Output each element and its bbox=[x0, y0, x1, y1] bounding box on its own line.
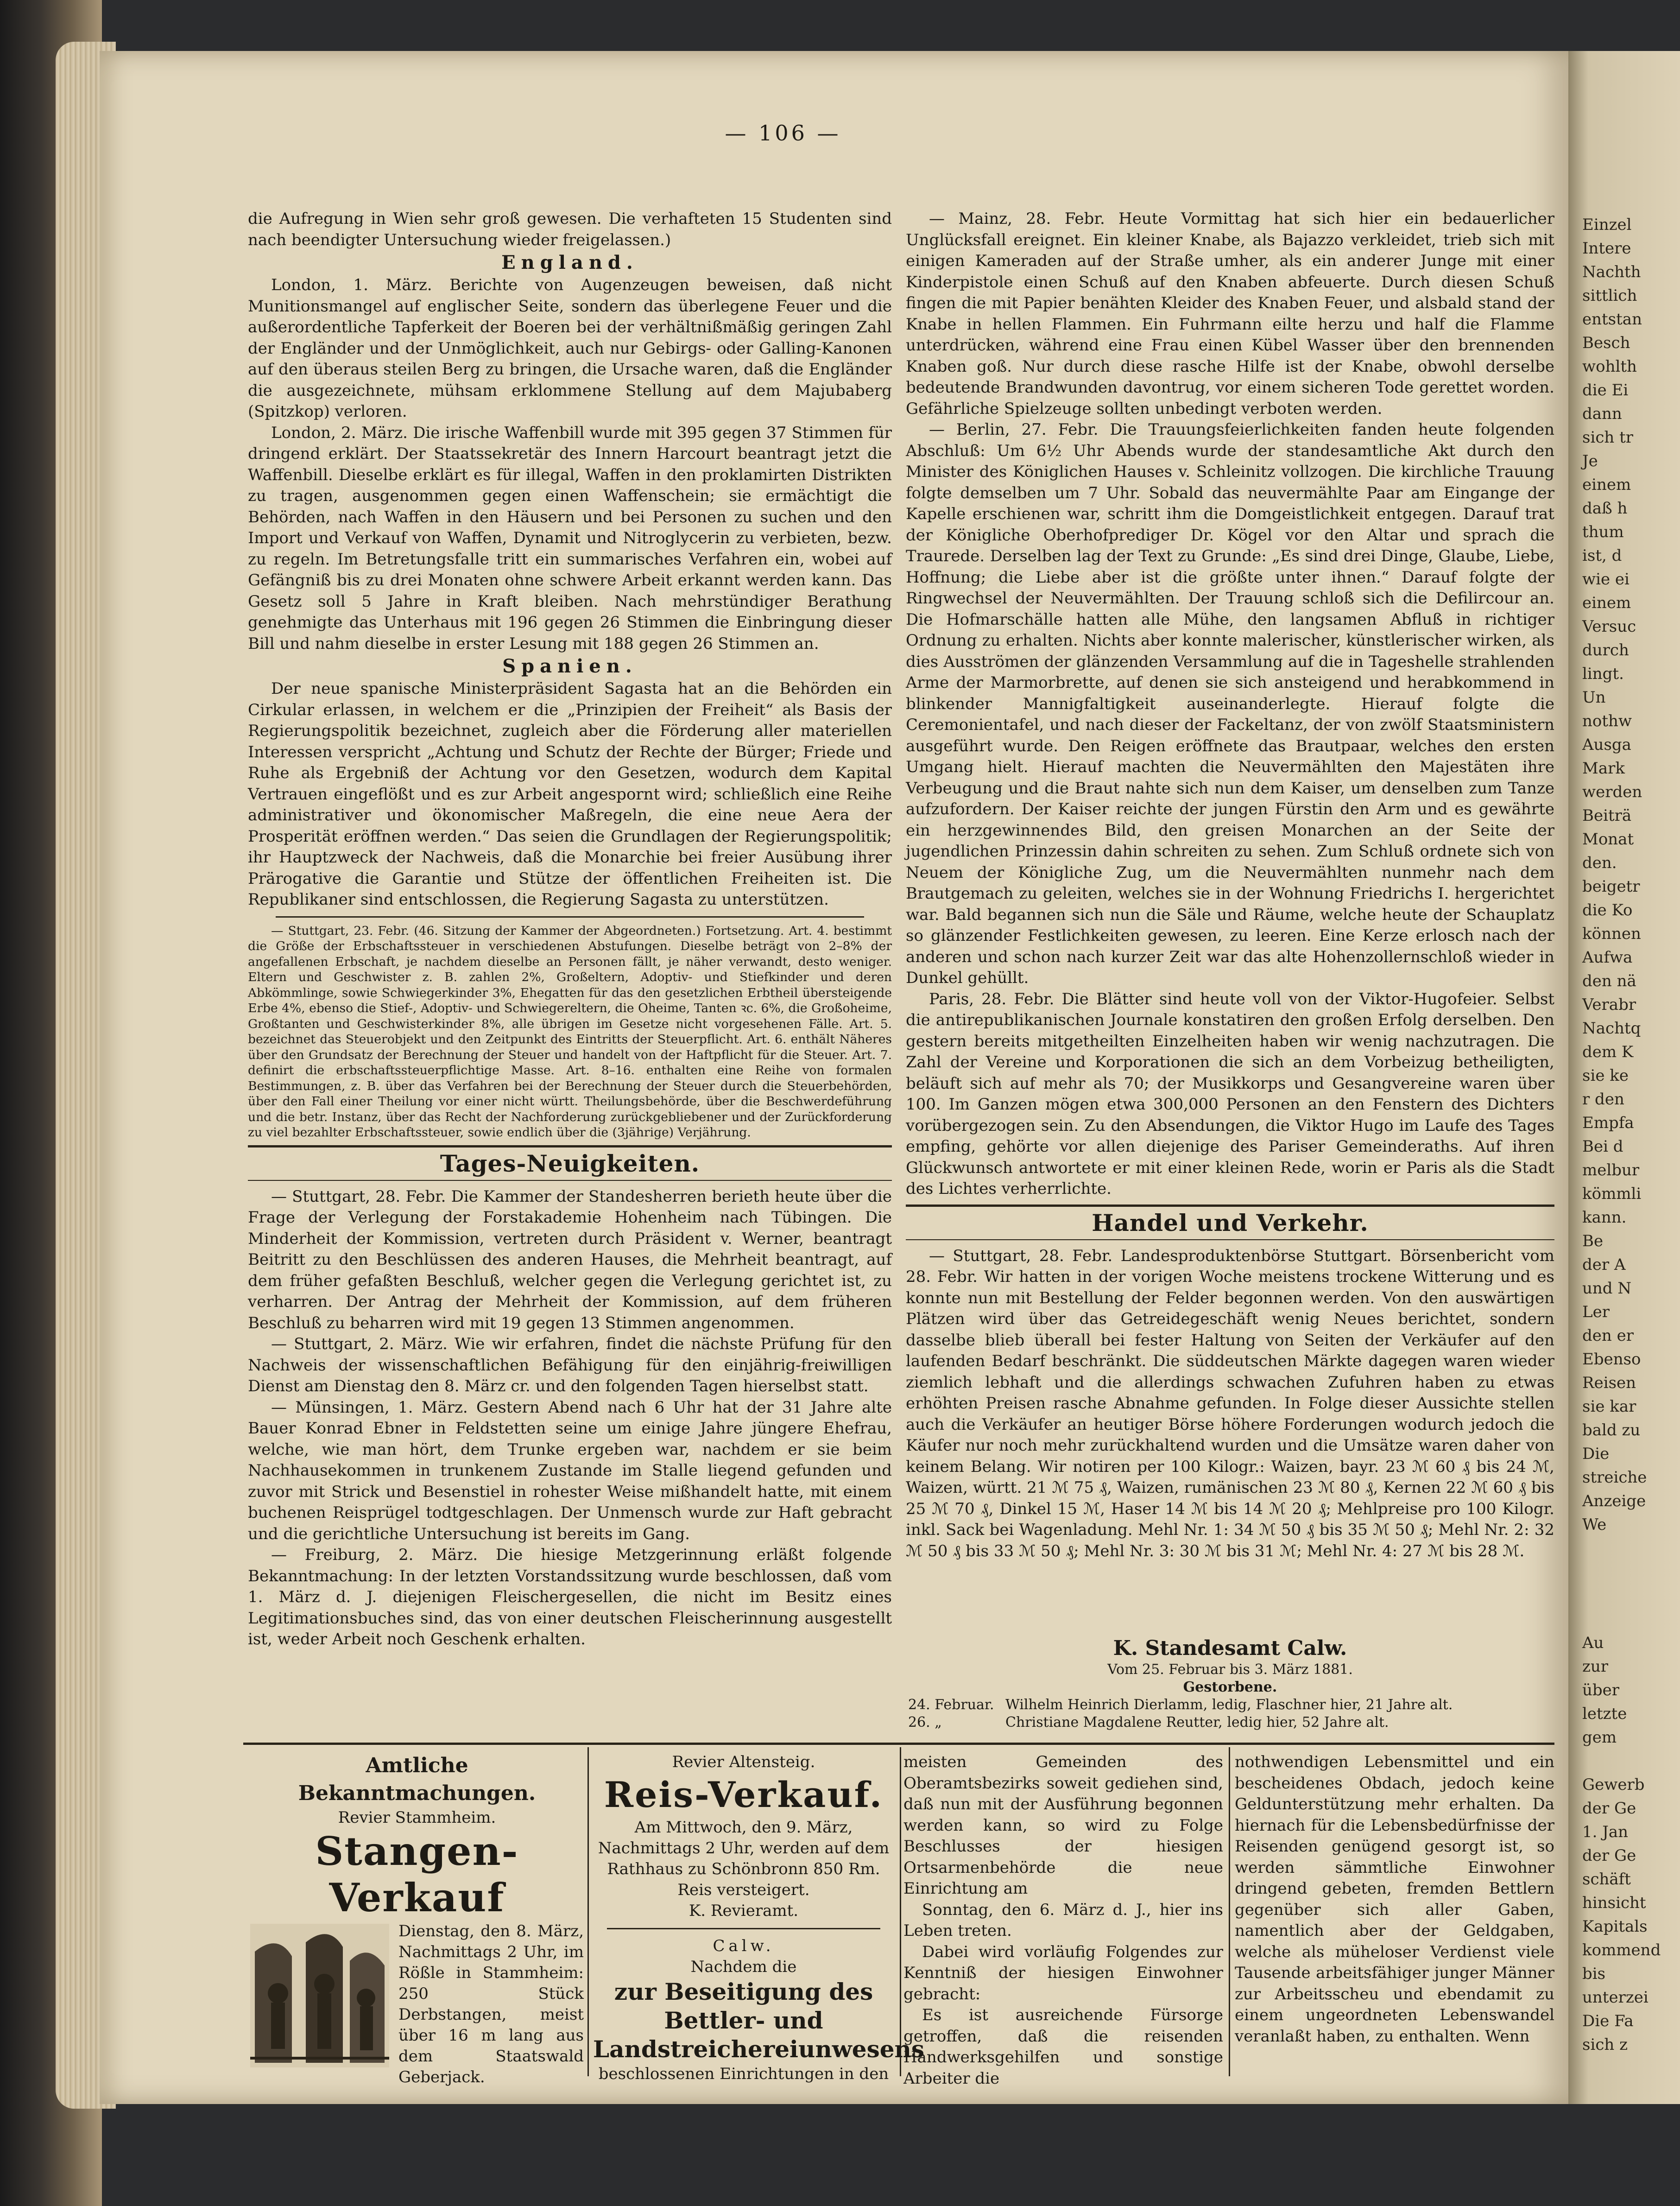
facing-page-line: Intere bbox=[1582, 239, 1631, 258]
facing-page-line: Die Fa bbox=[1582, 2012, 1634, 2030]
sale-signature: K. Revieramt. bbox=[688, 1902, 799, 1920]
facing-page-line: Ausga bbox=[1582, 735, 1631, 754]
facing-page-line: sie kar bbox=[1582, 1397, 1636, 1416]
sale-headline: Reis-Verkauf. bbox=[604, 1774, 884, 1815]
facing-page-line: die Ei bbox=[1582, 381, 1629, 399]
civil-registry-date: 24. Februar. bbox=[908, 1697, 994, 1713]
facing-page-line: Monat bbox=[1582, 830, 1634, 849]
facing-page-line: Je bbox=[1582, 452, 1598, 470]
official-notices-title: Amtliche Bekanntmachungen. bbox=[298, 1754, 536, 1805]
column-right bbox=[906, 209, 1554, 1562]
facing-page-line: Anzeige bbox=[1582, 1492, 1646, 1510]
notice-column-3 bbox=[903, 1752, 1223, 2089]
article-paragraph: — Stuttgart, 28. Febr. Landesproduktenbörse Stuttgart. Börsenbericht vom 28. Febr. Wir hatten in der vorigen Woche meistens trockene Witterung und es konnte nun mit Bestellung der Felder begonnen werden. Von den auswärtigen Plätzen wird über das Getreidegeschäft wenig Neues berichtet, sondern dasselbe blieb überall bei fester Haltung von Seiten der Verkäufer auf den laufenden Bedarf beschränkt. Die süddeutschen Märkte dagegen waren wieder ziemlich lebhaft und die allerdings schwachen Zufuhren haben zu etwas erhöhten Preisen rasche Abnahme gefunden. In Folge dieser Aussichte stellen auch die Verkäufer an heutiger Börse höhere Forderungen wodurch jedoch die Käufer nur noch mehr zurückhaltend wurden und die Umsätze waren daher von keinem Belang. Wir notiren per 100 Kilogr.: Waizen, bayr. 23 ℳ 60 ₰ bis 24 ℳ, Waizen, württ. 21 ℳ 75 ₰, Waizen, rumänischen 23 ℳ 80 ₰, Kernen 22 ℳ 60 ₰ bis 25 ℳ 70 ₰, Dinkel 15 ℳ, Haser 14 ℳ bis 14 ℳ 20 ₰; Mehlpreise pro 100 Kilogr. inkl. Sack bei Wagenladung. Mehl Nr. 1: 34 ℳ 50 ₰ bis 35 ℳ 50 ₰; Mehl Nr. 2: 32 ℳ 50 ₰ bis 33 ℳ 50 ₰; Mehl Nr. 3: 30 ℳ bis 31 ℳ; Mehl Nr. 4: 27 ℳ bis 28 ℳ. bbox=[906, 1246, 1555, 1560]
civil-registry-entry: Christiane Magdalene Reutter, ledig hier, 52 Jahre alt. bbox=[1005, 1714, 1389, 1731]
civil-registry-range: Vom 25. Februar bis 3. März 1881. bbox=[1107, 1661, 1353, 1678]
facing-page-line: wohlth bbox=[1582, 357, 1637, 376]
facing-page-line: r den bbox=[1582, 1090, 1624, 1109]
facing-page-line: Nachth bbox=[1582, 263, 1641, 281]
facing-page-line: zur bbox=[1582, 1657, 1609, 1676]
sale-headline: Stangen-Verkauf bbox=[315, 1828, 519, 1921]
revier-name: Revier Altensteig. bbox=[672, 1753, 815, 1771]
facing-page-line: Be bbox=[1582, 1232, 1604, 1250]
facing-page-line: Au bbox=[1582, 1634, 1604, 1652]
divider bbox=[276, 916, 864, 918]
facing-page-line: und N bbox=[1582, 1279, 1632, 1298]
facing-page-line: können bbox=[1582, 925, 1641, 943]
section-title-tages-neuigkeiten: Tages-Neuigkeiten. bbox=[248, 1145, 892, 1181]
facing-page-line: daß h bbox=[1582, 499, 1628, 518]
section-title-handel-und-verkehr: Handel und Verkehr. bbox=[906, 1204, 1554, 1240]
facing-page-line: bis bbox=[1582, 1965, 1606, 1983]
facing-page-line: Einzel bbox=[1582, 216, 1632, 234]
article-paragraph: Paris, 28. Febr. Die Blätter sind heute voll von der Viktor-Hugofeier. Selbst die antirepublikanischen Journale konstatiren den großen Erfolg derselben. Den gestern bereits mitgetheilten Einzelheiten haben wir wenig nachzutragen. Die Zahl der Vereine und Korporationen die sich an dem Vorbeizug betheiligten, beläuft sich auf mehr als 70; der Musikkorps und Gesangvereine waren über 100. Im Ganzen mögen etwa 300,000 Personen an den Fenstern des Dichters vorübergezogen sein. Zu den Absendungen, die Viktor Hugo im Laufe des Tages empfing, gehörte vor allen diejenige des Pariser Gemeinderaths. Auf ihren Glückwunsch antwortete er mit einer kleinen Rede, worin er Paris als die Stadt des Lichtes verherrlichte. bbox=[906, 989, 1554, 1198]
sale-details: Am Mittwoch, den 9. März, Nachmittags 2 Uhr, werden auf dem Rathhaus zu Schönbronn 850 Rm. Reis versteigert. bbox=[598, 1818, 890, 1899]
facing-page-line: letzte bbox=[1582, 1705, 1627, 1723]
facing-page-lines bbox=[1568, 51, 1680, 2057]
notice-paragraph: Sonntag, den 6. März d. J., hier ins Leben treten. bbox=[903, 1900, 1223, 1940]
notice-text: beschlossenen Einrichtungen in den bbox=[598, 2065, 889, 2083]
facing-page-line: We bbox=[1582, 1515, 1607, 1534]
facing-page-line: Un bbox=[1582, 688, 1606, 707]
civil-registry-subtitle: Gestorbene. bbox=[1183, 1679, 1277, 1695]
article-paragraph: Der neue spanische Ministerpräsident Sagasta hat an die Behörden ein Cirkular erlassen, in welchem er die „Prinzipien der Freiheit“ als Basis der Regierungspolitik bezeichnet, zugleich aber die Förderung aller materiellen Interessen verspricht „Achtung und Schutz der Rechte der Bürger; Friede und Ruhe als Ergebniß der Achtung vor den Gesetzen, wodurch dem Kapital Vertrauen eingeflößt und es zur Arbeit angespornt wird; schließlich eine Reihe administrativer und ökonomischer Maßregeln, die eine neue Aera der Prosperität eröffnen werden.“ Das seien die Grundlagen der Regierungspolitik; ihr Hauptzweck der Nachweis, daß die Monarchie bei freier Ausübung ihrer Prärogative die Garantie und Stütze der öffentlichen Freiheiten ist. Die Republikaner sind entschlossen, die Regierung Sagasta zu unterstützen. bbox=[248, 679, 892, 909]
civil-registry-title: K. Standesamt Calw. bbox=[1113, 1636, 1347, 1660]
facing-page-line: unterzei bbox=[1582, 1988, 1648, 2007]
facing-page-line: sie ke bbox=[1582, 1066, 1629, 1085]
facing-page-line bbox=[1568, 1560, 1680, 1584]
revier-name: Revier Stammheim. bbox=[338, 1808, 496, 1827]
notice-paragraph: Dabei wird vorläufig Folgendes zur Kenntniß der hiesigen Einwohner gebracht: bbox=[903, 1942, 1223, 2003]
facing-page-line: melbur bbox=[1582, 1161, 1640, 1179]
divider bbox=[607, 1928, 880, 1929]
notice-column-4 bbox=[1235, 1752, 1554, 2047]
column-divider bbox=[1229, 1747, 1230, 2076]
facing-page-line: Empfa bbox=[1582, 1114, 1634, 1132]
civil-registry-notice bbox=[908, 1636, 1552, 1731]
column-left bbox=[248, 209, 892, 1650]
facing-page-line: ist, d bbox=[1582, 546, 1622, 565]
section-heading-england: England. bbox=[501, 252, 638, 273]
article-paragraph: — Stuttgart, 2. März. Wie wir erfahren, findet die nächste Prüfung für den Nachweis der wissenschaftlichen Befähigung für den einjährig-freiwilligen Dienst am Dienstag den 8. März cr. und den folgenden Tagen hierselbst statt. bbox=[248, 1335, 892, 1395]
facing-page-line: einem bbox=[1582, 475, 1631, 494]
facing-page-line: Gewerb bbox=[1582, 1775, 1645, 1794]
facing-page-fragment bbox=[1568, 51, 1680, 2104]
civil-registry-row bbox=[908, 1696, 1552, 1714]
facing-page-line: der Ge bbox=[1582, 1799, 1636, 1818]
facing-page-line: Versuc bbox=[1582, 617, 1636, 636]
article-paragraph-small: — Stuttgart, 23. Febr. (46. Sitzung der Kammer der Abgeordneten.) Fortsetzung. Art. 4. bestimmt die Größe der Erbschaftssteuer in verschiedenen Abstufungen. Dieselbe beträgt von 2–8% der angefallenen Erbschaft, je nachdem dieselbe an Personen fällt, je näher verwandt, desto weniger. Eltern und Geschwister z. B. zahlen 2%, Großeltern, Adoptiv- und Stiefkinder und deren Abkömmlinge, sowie Schwiegerkinder 3%, Ehegatten für das den gesetzlichen Erbtheil übersteigende Erbe 4%, ebenso die Stief-, Adoptiv- und Schwiegereltern, die Oheime, Tanten ꝛc. 6%, die Großoheime, Großtanten und Geschwisterkinder 8%, alle übrigen im Gesetze nicht vorgesehenen Fälle. Art. 5. bezeichnet das Steuerobjekt und den Zeitpunkt des Eintritts der Steuerpflicht. Art. 6. enthält Näheres über den Grundsatz der Berechnung der Steuer und handelt von der Haftpflicht für die Steuer. Art. 7. definirt die erbschaftssteuerpflichtige Masse. Art. 8–16. enthalten eine Reihe von formalen Bestimmungen, z. B. über das Verfahren bei der Berechnung der Steuer durch die Steuerbehörden, über den Fall einer Theilung vor einer nicht württ. Theilungsbehörde, über die Beschwerdeführung und die betr. Instanz, über das Recht der Nachforderung zurückgebliebener und der Zurückforderung zu viel bezahlter Erbschaftssteuer, sowie endlich über die (3jährige) Verjährung. bbox=[248, 923, 892, 1140]
facing-page-line: Nachtq bbox=[1582, 1019, 1641, 1038]
page-number: — 106 — bbox=[725, 120, 841, 146]
facing-page-line: durch bbox=[1582, 641, 1629, 659]
facing-page-line: Verabr bbox=[1582, 995, 1636, 1014]
facing-page-line: kann. bbox=[1582, 1208, 1627, 1227]
section-heading-spanien: Spanien. bbox=[502, 655, 638, 677]
article-paragraph: London, 1. März. Berichte von Augenzeugen beweisen, daß nicht Munitionsmangel auf englischer Seite, sondern das überlegene Feuer und die außerordentliche Tapferkeit der Boeren bei der verhältnißmäßig geringen Zahl der Engländer und der Unmöglichkeit, auch nur Gebirgs- oder Galling-Kanonen auf den überaus steilen Berg zu bringen, die Ursache waren, daß die Engländer die ausgezeichnete, mühsam erklommene Stellung auf dem Majubaberg (Spitzkop) verloren. bbox=[248, 276, 892, 421]
notice-headline: zur Beseitigung des Bettler- und Landstreichereiunwesens bbox=[593, 1978, 925, 2063]
facing-page-line: den er bbox=[1582, 1326, 1634, 1345]
facing-page-line: hinsicht bbox=[1582, 1894, 1646, 1912]
article-paragraph: — Stuttgart, 28. Febr. Die Kammer der Standesherren berieth heute über die Frage der Verlegung der Forstakademie Hohenheim nach Tübingen. Die Minderheit der Kommission, vertreten durch Präsident v. Werner, beantragt Beitritt zu den Beschlüssen des anderen Hauses, die Mehrheit beantragt, auf dem früher gefaßten Beschluß, welcher gegen die Verlegung gerichtet ist, zu verharren. Der Antrag der Mehrheit der Kommission, auf dem früheren Beschluß zu beharren wird mit 19 gegen 13 Stimmen angenommen. bbox=[248, 1187, 892, 1332]
notice-paragraph: Es ist ausreichende Fürsorge getroffen, daß die reisenden Handwerksgehilfen und sonstige Arbeiter die bbox=[903, 2006, 1223, 2088]
article-paragraph: die Aufregung in Wien sehr groß gewesen. Die verhafteten 15 Studenten sind nach beendigter Untersuchung wieder freigelassen.) bbox=[248, 209, 892, 249]
article-paragraph: — Berlin, 27. Febr. Die Trauungsfeierlichkeiten fanden heute folgenden Abschluß: Um 6½ Uhr Abends wurde der standesamtliche Akt durch den Minister des Königlichen Hauses v. Schleinitz vollzogen. Die kirchliche Trauung folgte demselben um 7 Uhr. Sobald das neuvermählte Paar am Eingange der Kapelle erschienen war, schritt ihm die Domgeistlichkeit entgegen. Darauf trat der Königliche Oberhofprediger Dr. Kögel vor den Altar und sprach die Traurede. Derselben lag der Text zu Grunde: „Es sind drei Dinge, Glaube, Liebe, Hoffnung; die Liebe aber ist die größte unter ihnen.“ Darauf folgte der Ringwechsel der Neuvermählten. Der Trauung schloß sich die Defilircour an. Die Hofmarschälle hatten alle Mühe, den langsamen Abfluß in richtiger Ordnung zu erhalten. Nichts aber konnte malerischer, künstlerischer wirken, als dies Ausströmen der glänzenden Versammlung auf die in Tageshelle strahlenden Arme der Marmorbrette, auf denen sie sich ansteigend und herabkommend in blinkender Mannigfaltigkeit auseinanderlegte. Hierauf folgte die Ceremonientafel, und nach dieser der Fackeltanz, der von zwölf Staatsministern ausgeführt wurde. Den Reigen eröffnete das Brautpaar, welches den ersten Umgang hielt. Hierauf machten die Neuvermählten den Majestäten ihre Verbeugung und die Braut nahte sich nun dem Kaiser, um denselben zum Tanze aufzufordern. Der Kaiser reichte der jungen Fürstin den Arm und es gewährte ein herzgewinnendes Bild, den greisen Monarchen an der Seite der jugendlichen Prinzessin dahin schreiten zu sehen. Zum Schluß ordnete sich von Neuem der Königliche Zug, um die Neuvermählten nunmehr nach dem Brautgemach zu geleiten, welches sie in der Wohnung Friedrichs I. hergerichtet war. Bald begannen sich nun die Säle und Räume, welche heute der Schauplatz so glänzender Festlichkeiten gewesen, zu leeren. Eine Kerze erlosch nach der anderen und schon nach kurzer Zeit war das alte Hohenzollernschloß wieder in Dunkel gehüllt. bbox=[906, 420, 1554, 987]
facing-page-line bbox=[1568, 1608, 1680, 1631]
facing-page-line: 1. Jan bbox=[1582, 1823, 1629, 1841]
notice-text: Nachdem die bbox=[690, 1958, 797, 1976]
civil-registry-date: 26. „ bbox=[908, 1714, 942, 1731]
official-notices bbox=[250, 1752, 584, 2088]
facing-page-line: dem K bbox=[1582, 1043, 1634, 1061]
facing-page-line: Aufwa bbox=[1582, 948, 1633, 967]
facing-page-line: den nä bbox=[1582, 972, 1636, 990]
sale-details: Dienstag, den 8. März, Nachmittags 2 Uhr, im Rößle in Stammheim: 250 Stück Derbstangen, meist über 16 m lang aus dem Staatswald Geberjack. bbox=[398, 1922, 584, 2086]
reis-sale-notice bbox=[593, 1752, 925, 2085]
facing-page-line: einem bbox=[1582, 594, 1631, 612]
facing-page-line: der A bbox=[1582, 1255, 1626, 1274]
civil-registry-row bbox=[908, 1714, 1552, 1731]
facing-page-line bbox=[1568, 1750, 1680, 1773]
facing-page-line: sich z bbox=[1582, 2035, 1628, 2054]
place-heading: Calw. bbox=[713, 1937, 775, 1955]
facing-page-line: der Ge bbox=[1582, 1846, 1636, 1865]
article-paragraph: London, 2. März. Die irische Waffenbill wurde mit 395 gegen 37 Stimmen für dringend erklärt. Der Staatssekretär des Innern Harcourt beantragt jetzt die Waffenbill. Dieselbe erklärt es für illegal, Waffen in den proklamirten Distrikten zu tragen, ausgenommen gegen einen Waffenschein; sie ermächtigt die Behörden, nach Waffen in den Häusern und bei Personen zu suchen und den Import und Verkauf von Waffen, Dynamit und Nitroglycerin zu verbieten, bezw. zu regeln. Im Betretungsfalle tritt ein summarisches Verfahren ein, wobei auf Gefängniß bis zu drei Monaten ohne schwere Arbeit erkannt werden kann. Das Gesetz soll 5 Jahre in Kraft bleiben. Nach mehrstündiger Berathung genehmigte das Unterhaus mit 196 gegen 26 Stimmen die Einbringung dieser Bill und nahm dieselbe in erster Lesung mit 188 gegen 26 Stimmen an. bbox=[248, 423, 892, 653]
facing-page-line: dann bbox=[1582, 405, 1622, 423]
column-divider bbox=[587, 1747, 589, 2076]
facing-page-line: kommend bbox=[1582, 1941, 1661, 1959]
facing-page-line: Beiträ bbox=[1582, 806, 1632, 825]
facing-page-line: werden bbox=[1582, 783, 1642, 801]
facing-page-line: beigetr bbox=[1582, 877, 1640, 896]
facing-page-line: wie ei bbox=[1582, 570, 1629, 589]
article-paragraph: — Mainz, 28. Febr. Heute Vormittag hat sich hier ein bedauerlicher Unglücksfall ereignet. Ein kleiner Knabe, als Bajazzo verkleidet, trieb sich mit einigen Kameraden auf der Straße umher, als ein anderer Junge mit einer Kinderpistole einen Schuß auf den Knaben abfeuerte. Durch diesen Schuß fingen die mit Papier benähten Kleider des Knaben Feuer, und alsbald stand der Knabe in hellen Flammen. Ein Fuhrmann eilte herzu und half die Flamme unterdrücken, während eine Frau einen Kübel Wasser über den brennenden Knaben goß. Nur durch diese rasche Hilfe ist der Knabe, obwohl derselbe bedeutende Brandwunden davontrug, vor einem sicheren Tode gerettet worden. Gefährliche Spielzeuge sollten unbedingt verboten werden. bbox=[906, 209, 1554, 418]
facing-page-line bbox=[1568, 1537, 1680, 1560]
facing-page-line: bald zu bbox=[1582, 1421, 1641, 1439]
facing-page-line: den. bbox=[1582, 854, 1617, 872]
facing-page-line: Mark bbox=[1582, 759, 1625, 778]
facing-page-line: thum bbox=[1582, 523, 1624, 541]
civil-registry-entry: Wilhelm Heinrich Dierlamm, ledig, Flaschner hier, 21 Jahre alt. bbox=[1005, 1697, 1453, 1713]
facing-page-line: streiche bbox=[1582, 1468, 1647, 1487]
facing-page-line: Ebenso bbox=[1582, 1350, 1641, 1369]
facing-page-line: Reisen bbox=[1582, 1374, 1636, 1392]
column-divider bbox=[900, 1747, 901, 2076]
notice-paragraph: meisten Gemeinden des Oberamtsbezirks soweit gediehen sind, daß nun mit der Ausführung begonnen werden kann, so wird zu Folge Beschlusses der hiesigen Ortsarmenbehörde die neue Einrichtung am bbox=[903, 1753, 1223, 1898]
notice-paragraph: nothwendigen Lebensmittel und ein bescheidenes Obdach, jedoch keine Geldunterstützung mehr erhalten. Da hiernach für die Lebensbedürfnisse der Reisenden genügend gesorgt ist, so werden sämmtliche Einwohner dringend gebeten, fremden Bettlern gegenüber sich aller Gaben, namentlich aber der Geldgaben, welche als müheloser Verdienst viele Tausende arbeitsfähiger junger Männer zur Arbeitsscheu und ebendamit zu einem ungeordneten Lebenswandel veranlaßt haben, zu enthalten. Wenn bbox=[1235, 1753, 1554, 2046]
facing-page-line: über bbox=[1582, 1681, 1620, 1699]
facing-page-line bbox=[1568, 1584, 1680, 1608]
facing-page-line: nothw bbox=[1582, 712, 1632, 730]
article-paragraph: — Freiburg, 2. März. Die hiesige Metzgerinnung erläßt folgende Bekanntmachung: In der letzten Vorstandssitzung wurde beschlossen, daß vom 1. März d. J. diejenigen Fleischergesellen, die nicht im Besitz eines Legitimationsbuches sind, das von einer deutschen Fleischerinnung ausgestellt ist, weder Arbeit noch Geschenk erhalten. bbox=[248, 1546, 892, 1648]
facing-page-line: kömmli bbox=[1582, 1185, 1642, 1203]
facing-page-line: Die bbox=[1582, 1445, 1610, 1463]
woodcut-illustration-icon bbox=[250, 1924, 389, 2067]
bottom-section-rule bbox=[243, 1743, 1554, 1745]
facing-page-line: die Ko bbox=[1582, 901, 1633, 919]
article-paragraph: — Münsingen, 1. März. Gestern Abend nach 6 Uhr hat der 31 Jahre alte Bauer Konrad Ebner in Feldstetten seine um einige Jahre jüngere Ehefrau, welche, wie man hört, dem Trunke ergeben war, nachdem er sie beim Nachhausekommen in trunkenem Zustande im Stalle liegend gefunden und zuvor mit Strick und Besenstiel in rohester Weise mißhandelt hatte, mit einem buchenen Reisprügel todtgeschlagen. Der Unmensch wurde zur Haft gebracht und die gerichtliche Untersuchung ist bereits im Gang. bbox=[248, 1398, 892, 1543]
facing-page-line: gem bbox=[1582, 1728, 1617, 1747]
facing-page-line: Kapitals bbox=[1582, 1917, 1648, 1936]
facing-page-line: sittlich bbox=[1582, 286, 1637, 305]
facing-page-line: Ler bbox=[1582, 1303, 1610, 1321]
facing-page-line: schäft bbox=[1582, 1870, 1631, 1889]
facing-page-line: Besch bbox=[1582, 334, 1630, 352]
facing-page-line: sich tr bbox=[1582, 428, 1633, 447]
facing-page-line: Bei d bbox=[1582, 1137, 1623, 1156]
facing-page-line: lingt. bbox=[1582, 665, 1624, 683]
facing-page-line: entstan bbox=[1582, 310, 1642, 329]
